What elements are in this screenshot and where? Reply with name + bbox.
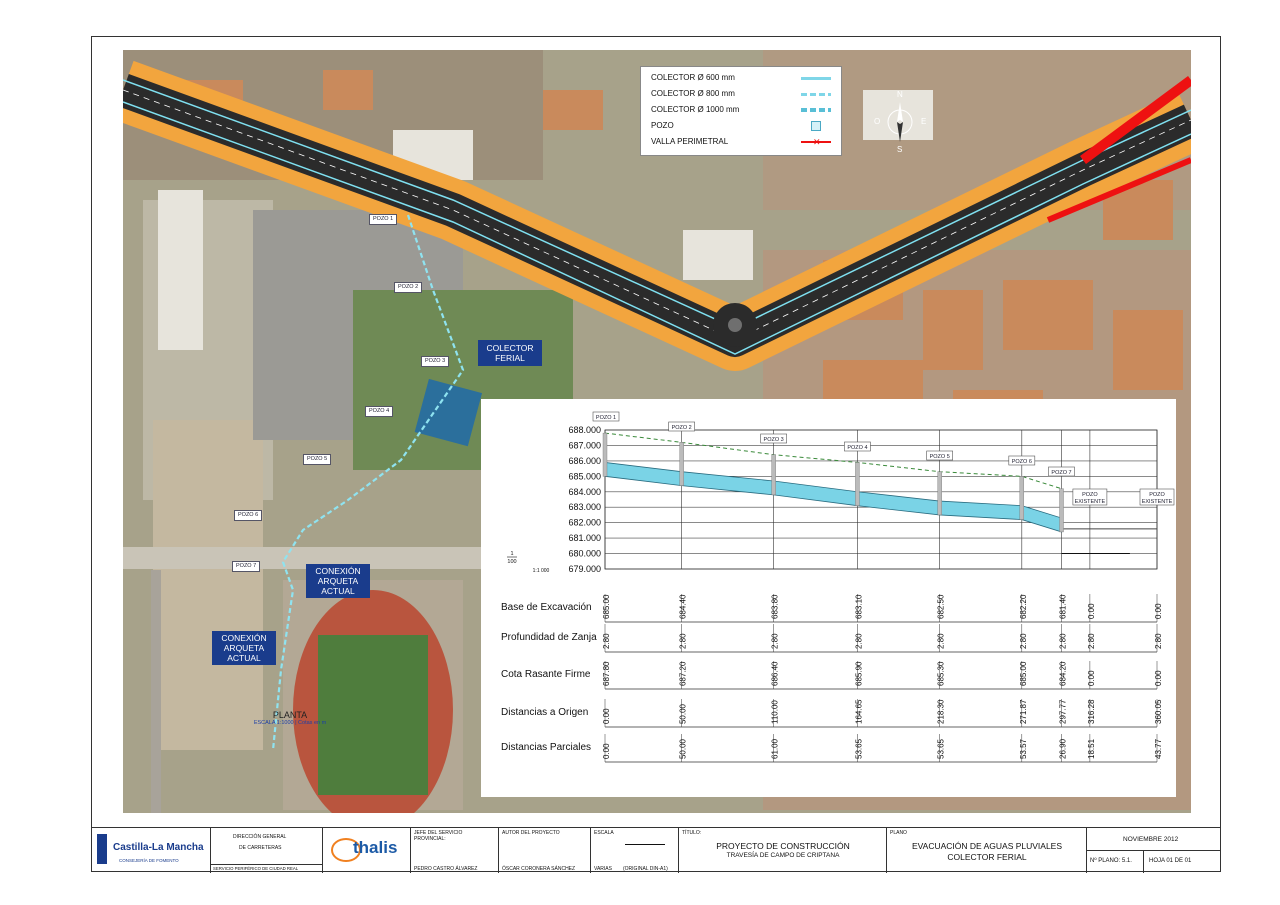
profile-row-value: 164.65	[854, 699, 864, 724]
compass-e: E	[921, 117, 927, 126]
map-pozo-label: POZO 2	[394, 282, 422, 293]
pozo-label-text: EXISTENTE	[1074, 499, 1106, 505]
pozo-manhole	[938, 472, 942, 515]
profile-row-value: 271.87	[1018, 699, 1028, 724]
profile-row-value: 18.51	[1086, 738, 1096, 759]
profile-row-value: 684.20	[1058, 661, 1068, 686]
pozo-label-text: EXISTENTE	[1141, 499, 1173, 505]
profile-row-value: 685.30	[936, 661, 946, 686]
legend-label-pozo: POZO	[651, 121, 674, 130]
titulo-line-2: TRAVESÍA DE CAMPO DE CRIPTANA	[726, 852, 840, 859]
profile-row-value: 2.80	[854, 633, 864, 649]
hoja: HOJA 01 DE 01	[1149, 858, 1192, 864]
profile-row-value: 53.65	[854, 738, 864, 759]
compass-o: O	[874, 117, 881, 126]
profile-row-value: 0.00	[1154, 670, 1163, 686]
profile-row-value: 683.80	[770, 594, 780, 619]
profile-row-value: 682.20	[1018, 594, 1028, 619]
compass-s: S	[897, 145, 903, 154]
profile-row-value: 360.05	[1154, 699, 1163, 724]
y-tick-label: 687.000	[568, 440, 601, 451]
dir-line-2: DE CARRETERAS	[239, 845, 282, 851]
escala-original: (ORIGINAL DIN-A1)	[623, 866, 668, 872]
pozo-manhole	[603, 433, 607, 476]
y-tick-label: 681.000	[568, 533, 601, 544]
tb-jefe	[411, 828, 499, 873]
map-legend	[640, 66, 842, 156]
legend-label-valla: VALLA PERIMETRAL	[651, 137, 729, 146]
callout-colector-ferial	[478, 340, 542, 366]
nplano: Nº PLANO: 5.1.	[1090, 858, 1132, 864]
jefe-name: PEDRO CASTRO ÁLVAREZ	[414, 866, 478, 872]
dir-line-1: DIRECCIÓN GENERAL	[233, 834, 287, 840]
callout-conexion-2	[212, 631, 276, 665]
autor-name: ÓSCAR CORONERA SÁNCHEZ	[502, 866, 576, 872]
pozo-label-text: POZO	[1082, 492, 1098, 498]
legend-symbol-800	[801, 87, 831, 101]
compass-n: N	[897, 90, 903, 99]
plano-label: PLANO	[890, 830, 907, 836]
tb-plano	[887, 828, 1087, 873]
profile-row-value: 50.00	[678, 738, 688, 759]
profile-row-value: 2.80	[602, 633, 611, 649]
legend-symbol-valla: ✕	[801, 135, 831, 149]
y-tick-label: 680.000	[568, 548, 601, 559]
profile-row-value: 43.77	[1154, 738, 1163, 759]
brand-sub: CONSEJERÍA DE FOMENTO	[119, 858, 179, 863]
profile-row-value: 2.80	[936, 633, 946, 649]
tb-brand	[91, 828, 211, 873]
pozo-label-text: POZO	[1149, 492, 1165, 498]
y-tick-label: 684.000	[568, 486, 601, 497]
legend-label-600: COLECTOR Ø 600 mm	[651, 73, 735, 82]
map-pozo-label: POZO 3	[421, 356, 449, 367]
profile-row-value: 2.80	[678, 633, 688, 649]
planta-caption	[230, 710, 350, 726]
pozo-manhole	[680, 442, 684, 485]
y-tick-label: 683.000	[568, 502, 601, 513]
pozo-manhole	[1060, 489, 1064, 532]
callout-text: CONEXIÓN ARQUETA ACTUAL	[315, 566, 361, 596]
profile-row-value: 0.00	[1086, 670, 1096, 686]
scale-note-top: 1	[510, 551, 514, 557]
planta-title: PLANTA	[272, 710, 308, 720]
titulo-line-1: PROYECTO DE CONSTRUCCIÓN	[716, 841, 850, 851]
profile-row-value: 0.00	[602, 708, 611, 724]
profile-row-value: 61.00	[770, 738, 780, 759]
profile-chart	[481, 399, 1176, 797]
map-pozo-label: POZO 4	[365, 406, 393, 417]
pozo-label-text: POZO 2	[671, 425, 692, 431]
tb-company	[323, 828, 411, 873]
profile-row-label: Cota Rasante Firme	[501, 669, 591, 680]
pozo-symbol-icon	[801, 119, 831, 133]
pozo-label-text: POZO 5	[929, 454, 950, 460]
map-pozo-label: POZO 5	[303, 454, 331, 465]
profile-row-value: 684.40	[678, 594, 688, 619]
tb-autor	[499, 828, 591, 873]
profile-row-label: Distancias Parciales	[501, 742, 592, 753]
y-tick-label: 682.000	[568, 517, 601, 528]
tb-fecha	[1087, 828, 1221, 873]
legend-label-1000: COLECTOR Ø 1000 mm	[651, 105, 740, 114]
legend-symbol-600	[801, 71, 831, 85]
profile-row-value: 685.00	[1018, 661, 1028, 686]
profile-row-value: 0.00	[602, 743, 611, 759]
profile-row-value: 681.40	[1058, 594, 1068, 619]
profile-row-value: 685.90	[854, 661, 864, 686]
profile-row-value: 2.80	[1018, 633, 1028, 649]
scale-note-bottom: 1:1 000	[532, 568, 550, 574]
profile-row-value: 297.77	[1058, 699, 1068, 724]
autor-label: AUTOR DEL PROYECTO	[502, 830, 560, 836]
profile-row-value: 0.00	[1086, 603, 1096, 619]
escala-value: VARIAS	[594, 866, 612, 872]
profile-row-value: 686.40	[770, 661, 780, 686]
pozo-label-text: POZO 4	[847, 445, 868, 451]
jefe-label: JEFE DEL SERVICIO PROVINCIAL:	[414, 830, 463, 842]
profile-row-value: 50.00	[678, 703, 688, 724]
north-arrow-icon	[872, 90, 928, 154]
profile-row-value: 53.57	[1018, 738, 1028, 759]
profile-row-label: Distancias a Origen	[501, 707, 589, 718]
plano-line-1: EVACUACIÓN DE AGUAS PLUVIALES	[911, 841, 1063, 851]
tb-titulo	[679, 828, 887, 873]
legend-symbol-1000	[801, 103, 831, 117]
coat-of-arms-icon	[97, 834, 107, 864]
legend-label-800: COLECTOR Ø 800 mm	[651, 89, 735, 98]
profile-row-value: 110.00	[770, 700, 780, 724]
profile-row-value: 682.50	[936, 594, 946, 619]
planta-scale: ESCALA 1:1000 | Cotas en m	[253, 720, 327, 726]
titulo-label: TÍTULO:	[682, 830, 702, 836]
pozo-manhole	[855, 462, 859, 505]
pozo-label-text: POZO 3	[763, 437, 784, 443]
dir-line-3: SERVICIO PERIFÉRICO DE CIUDAD REAL	[213, 866, 299, 871]
pozo-manhole	[772, 455, 776, 495]
profile-row-value: 683.10	[854, 594, 864, 619]
map-pozo-label: POZO 7	[232, 561, 260, 572]
fecha: NOVIEMBRE 2012	[1123, 836, 1179, 843]
profile-row-label: Profundidad de Zanja	[501, 632, 597, 643]
map-pozo-label: POZO 1	[369, 214, 397, 225]
profile-row-value: 316.28	[1086, 699, 1096, 724]
profile-row-value: 2.80	[1058, 633, 1068, 649]
profile-row-value: 218.30	[936, 699, 946, 724]
y-tick-label: 688.000	[568, 425, 601, 435]
profile-row-value: 53.65	[936, 738, 946, 759]
y-tick-label: 685.000	[568, 471, 601, 482]
tb-direccion	[211, 828, 323, 873]
pozo-label-text: POZO 7	[1051, 470, 1072, 476]
plano-line-2: COLECTOR FERIAL	[947, 852, 1027, 862]
profile-row-label: Base de Excavación	[501, 602, 592, 613]
profile-row-value: 687.20	[678, 661, 688, 686]
profile-row-value: 2.80	[1086, 633, 1096, 649]
y-tick-label: 686.000	[568, 455, 601, 466]
profile-row-value: 685.00	[602, 594, 611, 619]
pozo-label-text: POZO 1	[595, 415, 617, 421]
scale-note-mid: 100	[507, 559, 517, 565]
map-pozo-label: POZO 6	[234, 510, 262, 521]
profile-row-value: 2.80	[1154, 633, 1163, 649]
tb-escala	[591, 828, 679, 873]
callout-text: COLECTOR FERIAL	[486, 343, 534, 363]
brand-name: Castilla-La Mancha	[113, 842, 204, 853]
longitudinal-profile	[481, 399, 1176, 797]
pozo-label-text: POZO 6	[1011, 459, 1032, 465]
pozo-manhole	[1020, 476, 1024, 519]
escala-label: ESCALA	[594, 830, 614, 836]
profile-row-value: 26.90	[1058, 738, 1068, 759]
y-tick-label: 679.000	[568, 564, 601, 574]
company-name: thalis	[353, 838, 398, 857]
title-block	[91, 827, 1221, 873]
profile-row-value: 2.80	[770, 633, 780, 649]
profile-row-value: 0.00	[1154, 603, 1163, 619]
profile-row-value: 687.80	[602, 661, 611, 686]
callout-text: CONEXIÓN ARQUETA ACTUAL	[221, 633, 267, 663]
pipe-band	[605, 462, 1062, 532]
callout-conexion-1	[306, 564, 370, 598]
